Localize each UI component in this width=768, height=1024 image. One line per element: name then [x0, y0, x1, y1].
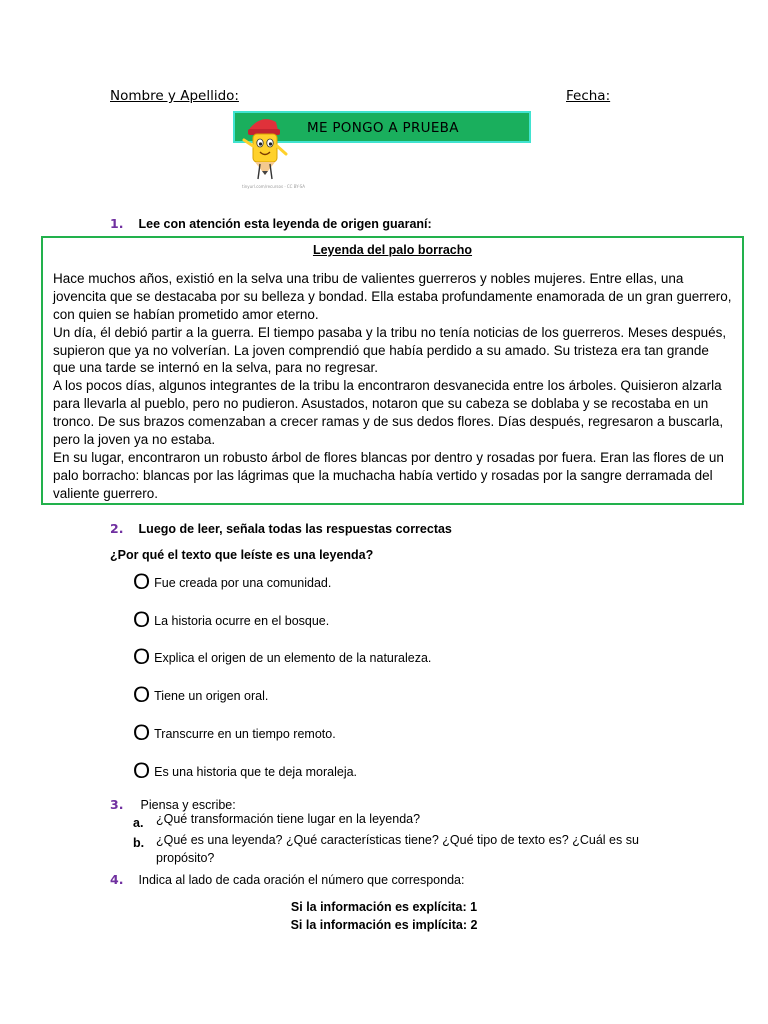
image-credit: tinyurl.com/recursos · CC BY-SA — [242, 184, 306, 189]
option-text: Es una historia que te deja moraleja. — [154, 765, 358, 779]
option-circle-icon[interactable]: O — [133, 682, 151, 707]
question-3-number: 3. — [110, 797, 124, 812]
option-item[interactable] — [133, 682, 268, 708]
option-circle-icon[interactable]: O — [133, 644, 151, 669]
question-3-item-b-text: ¿Qué es una leyenda? ¿Qué características tiene? ¿Qué tipo de texto es? ¿Cuál es su propósito? — [156, 833, 639, 865]
question-2 — [110, 518, 452, 537]
question-4 — [110, 869, 464, 888]
legend-paragraph: Hace muchos años, existió en la selva una tribu de valientes guerreros y nobles mujeres. Entre ellas, una jovencita que se destacaba por su belleza y bondad. Ella estaba profundamente enamorada de un gran guerrero, con quien se habían prometido amor eterno. — [53, 270, 732, 322]
question-1-text: Lee con atención esta leyenda de origen guaraní: — [138, 217, 432, 231]
option-circle-icon[interactable]: O — [133, 758, 151, 783]
option-item[interactable] — [133, 569, 331, 595]
option-item[interactable] — [133, 720, 336, 746]
option-text: La historia ocurre en el bosque. — [154, 614, 330, 628]
question-3-text: Piensa y escribe: — [140, 798, 236, 812]
option-item[interactable] — [133, 758, 357, 784]
option-text: Explica el origen de un elemento de la naturaleza. — [154, 651, 432, 665]
question-4-text: Indica al lado de cada oración el número que corresponda: — [138, 873, 465, 887]
question-2-text: Luego de leer, señala todas las respuestas correctas — [138, 522, 452, 536]
question-4-number: 4. — [110, 872, 124, 887]
item-letter: b. — [133, 836, 145, 850]
question-1 — [110, 213, 432, 232]
question-3-item-b — [133, 832, 144, 851]
name-label: Nombre y Apellido: — [110, 88, 239, 104]
legend-box — [41, 236, 744, 505]
banner-title: ME PONGO A PRUEBA — [307, 120, 459, 136]
item-letter: a. — [133, 816, 144, 830]
option-text: Fue creada por una comunidad. — [154, 576, 332, 590]
option-text: Transcurre en un tiempo remoto. — [154, 727, 336, 741]
legend-paragraph: A los pocos días, algunos integrantes de la tribu la encontraron desvanecida entre los árboles. Quisieron alzarla para llevarla al pueblo, pero no pudieron. Asustados, notaron que su cabeza se doblaba y se recostaba en un tronco. De sus brazos comenzaban a crecer ramas y de sus dedos flores. Días después, regresaron a buscarla, pero la joven ya no estaba. — [53, 378, 724, 448]
question-2-number: 2. — [110, 521, 124, 536]
question-3 — [110, 794, 236, 813]
option-item[interactable] — [133, 644, 431, 670]
legend-paragraph: En su lugar, encontraron un robusto árbol de flores blancas por dentro y rosadas por fuera. Eran las flores de un palo borracho: blancas por las lágrimas que la muchacha había vertido y rosadas por la sangre derramada del valiente guerrero. — [53, 449, 724, 501]
option-circle-icon[interactable]: O — [133, 607, 151, 632]
legend-paragraph: Un día, él debió partir a la guerra. El tiempo pasaba y la tribu no tenía noticias de los guerreros. Meses después, supieron que ya no volverían. La joven comprendió que había perdido a su amado. Su tristeza era tan grande que una tarde se internó en la selva, para no regresar. — [53, 324, 727, 376]
rule-explicit: Si la información es explícita: 1 — [290, 900, 478, 914]
option-circle-icon[interactable]: O — [133, 569, 151, 594]
option-text: Tiene un origen oral. — [154, 689, 269, 703]
question-3-item-a-text: ¿Qué transformación tiene lugar en la leyenda? — [156, 812, 421, 826]
pencil-mascot-icon — [240, 112, 300, 186]
rule-implicit: Si la información es implícita: 2 — [290, 918, 478, 932]
legend-title: Leyenda del palo borracho — [312, 243, 473, 257]
question-1-number: 1. — [110, 216, 124, 231]
question-3-item-a — [133, 812, 143, 831]
question-2-prompt: ¿Por qué el texto que leíste es una leyenda? — [110, 548, 374, 562]
date-label: Fecha: — [566, 88, 611, 104]
option-item[interactable] — [133, 607, 329, 633]
option-circle-icon[interactable]: O — [133, 720, 151, 745]
